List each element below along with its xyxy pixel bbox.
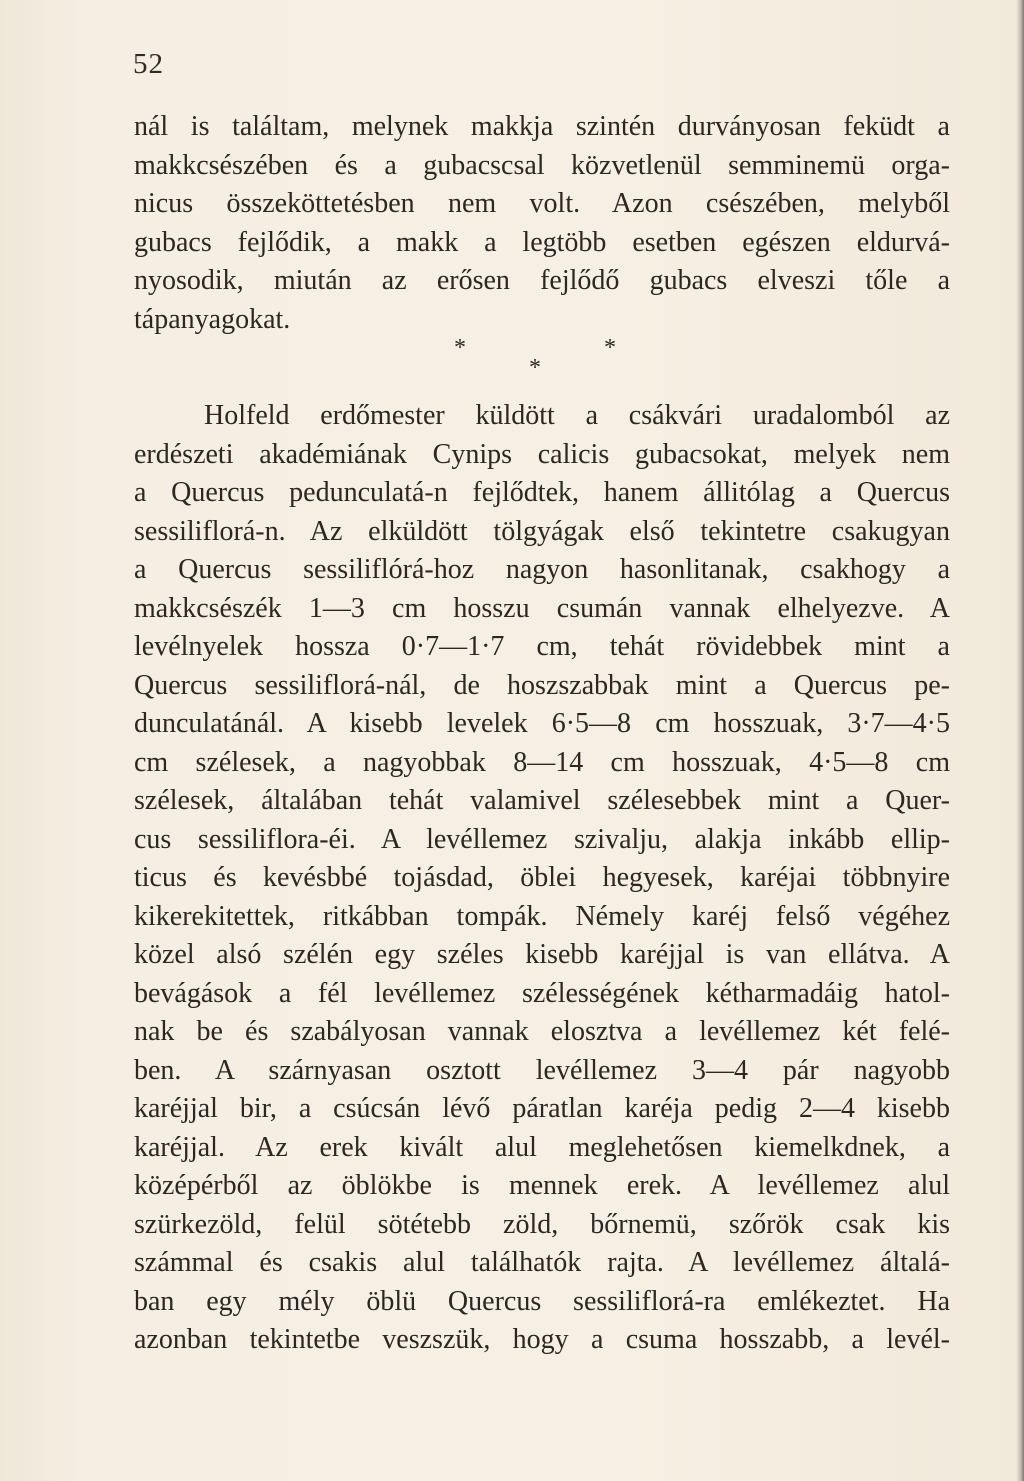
text-line: dunculatánál. A kisebb levelek 6·5—8 cm hosszuak, 3·7—4·5 (134, 708, 950, 739)
text-line: nak be és szabályosan vannak elosztva a levéllemez két felé- (134, 1016, 950, 1047)
text-line: erdészeti akadémiának Cynips calicis gubacsokat, melyek nem (134, 438, 950, 470)
text-line: szürkezöld, felül sötétebb zöld, bőrnemü, szőrök csak kis (134, 1208, 950, 1240)
text-line: a Quercus pedunculatá-n fejlődtek, hanem állitólag a Quercus (134, 477, 950, 508)
text-line: Quercus sessiliflorá-nál, de hoszszabbak mint a Quercus pe- (134, 669, 950, 701)
text-line: tápanyagokat. (134, 303, 291, 335)
text-line: bevágások a fél levéllemez szélességének kétharmadáig hatol- (134, 977, 950, 1009)
page-number: 52 (133, 48, 164, 80)
text-line: nál is találtam, melynek makkja szintén durványosan feküdt a (134, 111, 950, 142)
text-line: sessiliflorá-n. Az elküldött tölgyágak első tekintetre csakugyan (134, 515, 950, 547)
text-line: ticus és kevésbbé tojásdad, öblei hegyesek, karéjai többnyire (134, 862, 950, 893)
text-line: cus sessiliflora-éi. A levéllemez szivalju, alakja inkább ellip- (134, 823, 950, 855)
text-line: azonban tekintetbe veszszük, hogy a csuma hosszabb, a levél- (134, 1324, 950, 1355)
text-line: nyosodik, miután az erősen fejlődő gubacs elveszi tőle a (134, 265, 950, 296)
asterisk: * (529, 355, 541, 381)
text-line: középérből az öblökbe is mennek erek. A levéllemez alul (134, 1170, 950, 1201)
text-line: gubacs fejlődik, a makk a legtöbb esetben egészen eldurvá- (134, 226, 950, 258)
text-line: karéjjal bir, a csúcsán lévő páratlan karéja pedig 2—4 kisebb (134, 1093, 950, 1124)
text-line: számmal és csakis alul találhatók rajta. A levéllemez általá- (134, 1247, 950, 1278)
body-text (134, 108, 950, 1360)
text-line: Holfeld erdőmester küldött a csákvári uradalomból az (204, 400, 950, 431)
text-line: kikerekitettek, ritkábban tompák. Némely karéj felső végéhez (134, 900, 950, 932)
text-line: közel alsó szélén egy széles kisebb karéjjal is van ellátva. A (134, 939, 950, 970)
text-line: cm szélesek, a nagyobbak 8—14 cm hosszuak, 4·5—8 cm (134, 746, 950, 778)
text-line: levélnyelek hossza 0·7—1·7 cm, tehát rövidebbek mint a (134, 631, 950, 662)
text-line: ban egy mély öblü Quercus sessiliflorá-ra emlékeztet. Ha (134, 1285, 950, 1317)
text-line: makkcsészében és a gubacscsal közvetlenül semminemü orga- (134, 149, 950, 181)
text-line: makkcsészék 1—3 cm hosszu csumán vannak elhelyezve. A (134, 592, 950, 624)
paragraph-2 (134, 397, 950, 1360)
text-line: a Quercus sessiliflórá-hoz nagyon hasonlitanak, csakhogy a (134, 554, 950, 585)
text-line: ben. A szárnyasan osztott levéllemez 3—4 pár nagyobb (134, 1054, 950, 1086)
text-line: karéjjal. Az erek kivált alul meglehetősen kiemelkdnek, a (134, 1131, 950, 1163)
asterisk: * (454, 335, 466, 361)
text-line: nicus összeköttetésben nem volt. Azon csészében, melyből (134, 188, 950, 219)
page-edge-shadow (1016, 0, 1024, 1481)
paragraph-1 (134, 108, 950, 339)
asterisk: * (604, 335, 616, 361)
section-separator (134, 335, 950, 397)
text-line: szélesek, általában tehát valamivel szélesebbek mint a Quer- (134, 785, 950, 816)
